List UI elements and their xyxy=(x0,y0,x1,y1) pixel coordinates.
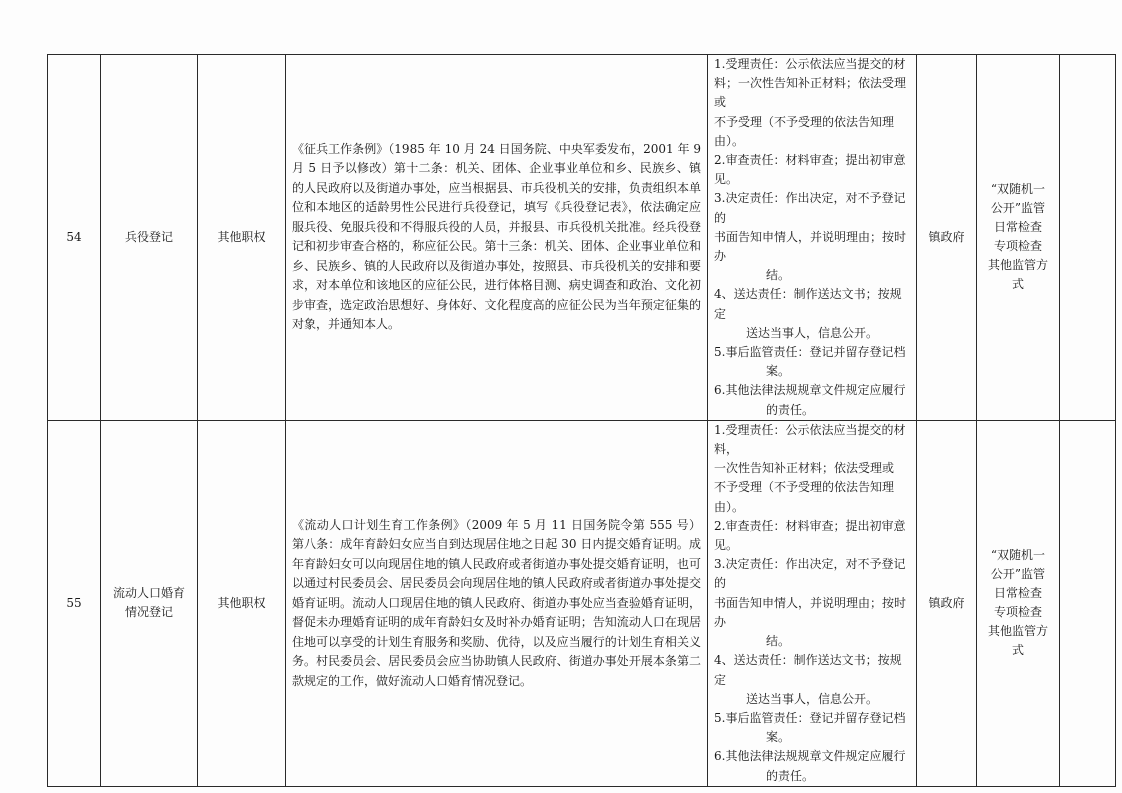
supervision-line: 式 xyxy=(1011,643,1024,658)
row-number: 55 xyxy=(48,420,101,786)
resp-line: 不予受理（不予受理的依法告知理由）。 xyxy=(714,480,895,514)
power-category: 其他职权 xyxy=(198,55,286,421)
resp-line: 4、送达责任：制作送达文书；按规定 xyxy=(714,287,902,321)
resp-line: 结。 xyxy=(766,268,791,283)
resp-line: 1.受理责任：公示依法应当提交的材 xyxy=(714,57,906,71)
implementing-subject: 镇政府 xyxy=(917,420,977,786)
resp-line: 书面告知申情人，并说明理由；按时办 xyxy=(714,229,907,264)
resp-line: 案。 xyxy=(766,730,791,745)
supervision-line: 式 xyxy=(1011,277,1024,292)
resp-line: 送达当事人，信息公开。 xyxy=(746,691,879,706)
resp-line: 6.其他法律法规规章文件规定应履行 xyxy=(714,749,906,764)
item-name xyxy=(101,420,198,786)
legal-basis: 《流动人口计划生育工作条例》（2009 年 5 月 11 日国务院令第 555 号）第八条：成年育龄妇女应当自到达现居住地之日起 30 日内提交婚育证明。成年育龄妇女可以向现居住地的镇人民政府或者街道办事处提交婚育证明，也可以通过村民委员会、居民委员会向现居住地的镇人民政府或者街道办事处提交婚育证明。流动人口现居住地的镇人民政府、街道办事处应当查验婚育证明，督促未办理婚育证明的成年育龄妇女及时补办婚育证明；告知流动人口在现居住地可以享受的计划生育服务和奖励、优待，以及应当履行的计划生育相关义务。村民委员会、居民委员会应当协助镇人民政府、街道办事处开展本条第二款规定的工作，做好流动人口婚育情况登记。 xyxy=(286,420,708,786)
supervision-line: 其他监管方 xyxy=(987,624,1048,639)
resp-line: 的责任。 xyxy=(766,402,815,417)
resp-line: 5.事后监管责任：登记并留存登记档 xyxy=(714,345,906,360)
resp-line: 2.审查责任：材料审查；提出初审意见。 xyxy=(714,518,906,553)
resp-line: 1.受理责任：公示依法应当提交的材料， xyxy=(714,422,906,457)
responsibility-list xyxy=(708,420,917,786)
supervision-line: 日常检查 xyxy=(993,220,1042,235)
supervision-line: 公开”监管 xyxy=(990,567,1046,582)
table-row xyxy=(48,55,1116,421)
item-name xyxy=(101,55,198,421)
item-name-line: 情况登记 xyxy=(124,605,173,620)
resp-line: 5.事后监管责任：登记并留存登记档 xyxy=(714,710,906,725)
power-category: 其他职权 xyxy=(198,420,286,786)
resp-line: 的责任。 xyxy=(766,768,815,783)
supervision-line: “双随机一 xyxy=(990,182,1046,197)
resp-line: 不予受理（不予受理的依法告知理由）。 xyxy=(714,114,895,148)
supervision-line: 日常检查 xyxy=(993,586,1042,601)
supervision-line: 其他监管方 xyxy=(987,258,1048,273)
power-list-table xyxy=(47,54,1116,787)
row-number: 54 xyxy=(48,55,101,421)
resp-line: 一次性告知补正材料；依法受理或 xyxy=(714,461,895,476)
legal-basis: 《征兵工作条例》（1985 年 10 月 24 日国务院、中央军委发布，2001 年 9 月 5 日予以修改）第十二条：机关、团体、企业事业单位和乡、民族乡、镇的人民政府以及街道办事处，应当根据县、市兵役机关的安排，负责组织本单位和本地区的适龄男性公民进行兵役登记，填写《兵役登记表》，依法确定应服兵役、免服兵役和不得服兵役的人员，并报县、市兵役机关批准。经兵役登记和初步审查合格的，称应征公民。第十三条：机关、团体、企业事业单位和乡、民族乡、镇的人民政府以及街道办事处，按照县、市兵役机关的安排和要求，对本单位和该地区的应征公民，进行体格目测、病史调查和政治、文化初步审查，选定政治思想好、身体好、文化程度高的应征公民为当年预定征集的对象，并通知本人。 xyxy=(286,55,708,421)
resp-line: 2.审查责任：材料审查；提出初审意见。 xyxy=(714,153,906,187)
responsibility-list xyxy=(708,55,917,421)
resp-line: 案。 xyxy=(766,364,791,379)
supervision-line: 专项检查 xyxy=(993,239,1042,254)
resp-line: 6.其他法律法规规章文件规定应履行 xyxy=(714,383,906,398)
resp-line: 3.决定责任：作出决定，对不予登记的 xyxy=(714,191,906,225)
table-row xyxy=(48,420,1116,786)
remark-cell xyxy=(1060,55,1116,421)
resp-line: 料；一次性告知补正材料；依法受理或 xyxy=(714,76,907,110)
resp-line: 结。 xyxy=(766,634,791,649)
resp-line: 送达当事人，信息公开。 xyxy=(746,325,879,340)
resp-line: 书面告知申情人，并说明理由；按时办 xyxy=(714,595,907,629)
supervision-line: 公开”监管 xyxy=(990,201,1046,216)
supervision-line: 专项检查 xyxy=(993,605,1042,620)
supervision-methods xyxy=(977,420,1060,786)
remark-cell xyxy=(1060,420,1116,786)
resp-line: 4、送达责任：制作送达文书；按规定 xyxy=(714,653,902,687)
item-name-line: 流动人口婚育 xyxy=(112,586,185,601)
supervision-line: “双随机一 xyxy=(990,548,1046,563)
supervision-methods xyxy=(977,55,1060,421)
resp-line: 3.决定责任：作出决定，对不予登记的 xyxy=(714,557,906,591)
item-name-line: 兵役登记 xyxy=(124,229,173,244)
implementing-subject: 镇政府 xyxy=(917,55,977,421)
